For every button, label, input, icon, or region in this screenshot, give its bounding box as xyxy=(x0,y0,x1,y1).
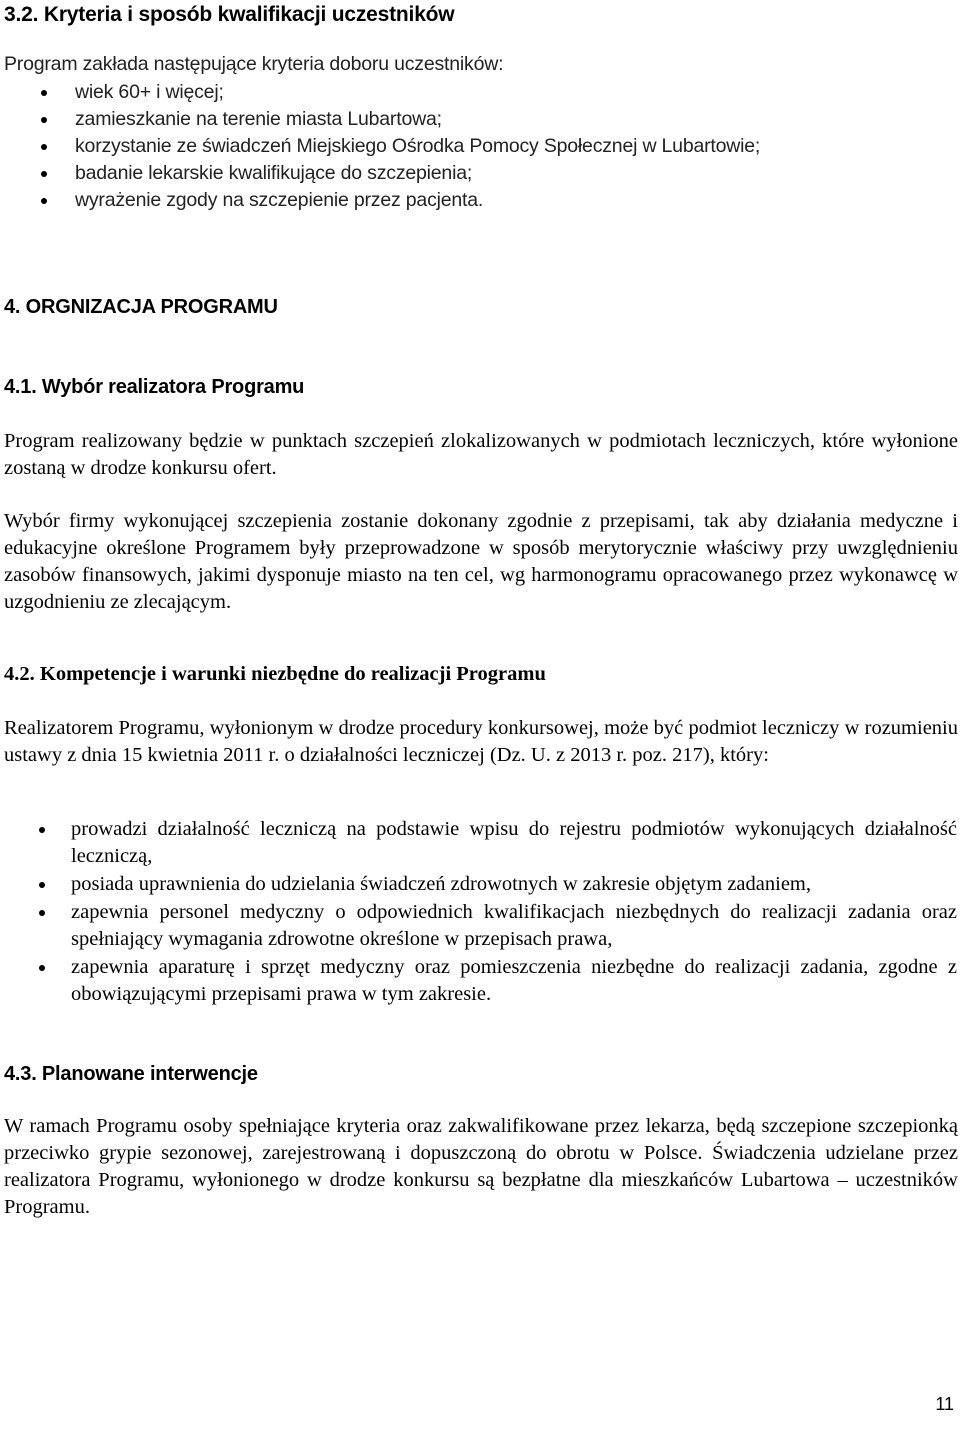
section-4-1-paragraph-1: Program realizowany będzie w punktach szczepień zlokalizowanych w podmiotach leczniczych, które wyłonione zostaną w drodze konkursu ofert. xyxy=(4,430,958,479)
section-4-3-heading: 4.3. Planowane interwencje xyxy=(4,1063,258,1085)
bullet-icon xyxy=(41,171,47,177)
criteria-item-text: zamieszkanie na terenie miasta Lubartowa; xyxy=(75,108,442,130)
competence-item-text: zapewnia aparaturę i sprzęt medyczny oraz pomieszczenia niezbędne do realizacji zadania, zgodne z obowiązującymi przepisami prawa w tym zakresie. xyxy=(71,956,957,1005)
section-4-3-paragraph: W ramach Programu osoby spełniające kryteria oraz zakwalifikowane przez lekarza, będą szczepione szczepionką przeciwko grypie sezonowej, zarejestrowaną i dopuszczoną do obrotu w Polsce. Świadczenia udzielane przez realizatora Programu, wyłonionego w drodze konkursu są bezpłatne dla mieszkańców Lubartowa – uczestników Programu. xyxy=(4,1115,958,1218)
competence-list xyxy=(0,816,960,1009)
list-item xyxy=(0,160,960,187)
list-item xyxy=(0,79,960,106)
competence-item-text: prowadzi działalność leczniczą na podstawie wpisu do rejestru podmiotów wykonujących działalność leczniczą, xyxy=(71,818,957,867)
bullet-icon xyxy=(39,910,45,916)
competence-item-text: posiada uprawnienia do udzielania świadczeń zdrowotnych w zakresie objętym zadaniem, xyxy=(71,873,811,895)
section-4-1-paragraph-2: Wybór firmy wykonującej szczepienia zostanie dokonany zgodnie z przepisami, tak aby działania medyczne i edukacyjne określone Programem były przeprowadzone w sposób merytorycznie właściwy przy uwzględnieniu zasobów finansowych, jakimi dysponuje miasto na ten cel, wg harmonogramu opracowanego przez wykonawcę w uzgodnieniu ze zlecającym. xyxy=(4,510,958,613)
competence-item-text: zapewnia personel medyczny o odpowiednich kwalifikacjach niezbędnych do realizacji zadania oraz spełniający wymagania zdrowotne określone w przepisach prawa, xyxy=(71,901,957,950)
criteria-list xyxy=(0,79,960,214)
page-number: 11 xyxy=(935,1394,954,1414)
criteria-item-text: wiek 60+ i więcej; xyxy=(75,81,224,103)
criteria-item-text: korzystanie ze świadczeń Miejskiego Ośrodka Pomocy Społecznej w Lubartowie; xyxy=(75,135,761,157)
criteria-item-text: wyrażenie zgody na szczepienie przez pacjenta. xyxy=(75,189,484,211)
list-item xyxy=(0,187,960,214)
list-item xyxy=(0,133,960,160)
section-4-2-paragraph: Realizatorem Programu, wyłonionym w drodze procedury konkursowej, może być podmiot leczniczy w rozumieniu ustawy z dnia 15 kwietnia 2011 r. o działalności leczniczej (Dz. U. z 2013 r. poz. 217), który: xyxy=(4,717,958,766)
bullet-icon xyxy=(41,198,47,204)
list-item xyxy=(0,954,960,1008)
section-4-2-heading: 4.2. Kompetencje i warunki niezbędne do realizacji Programu xyxy=(4,663,546,685)
section-4-heading: 4. ORGNIZACJA PROGRAMU xyxy=(4,296,278,318)
list-item xyxy=(0,899,960,953)
bullet-icon xyxy=(41,117,47,123)
list-item xyxy=(0,106,960,133)
section-3-2-intro: Program zakłada następujące kryteria doboru uczestników: xyxy=(4,53,504,75)
bullet-icon xyxy=(39,827,45,833)
section-3-2-heading: 3.2. Kryteria i sposób kwalifikacji uczestników xyxy=(4,3,455,26)
bullet-icon xyxy=(41,144,47,150)
bullet-icon xyxy=(39,882,45,888)
section-4-1-heading: 4.1. Wybór realizatora Programu xyxy=(4,376,305,398)
criteria-item-text: badanie lekarskie kwalifikujące do szczepienia; xyxy=(75,162,473,184)
list-item xyxy=(0,816,960,870)
list-item xyxy=(0,871,960,898)
bullet-icon xyxy=(41,90,47,96)
bullet-icon xyxy=(39,965,45,971)
